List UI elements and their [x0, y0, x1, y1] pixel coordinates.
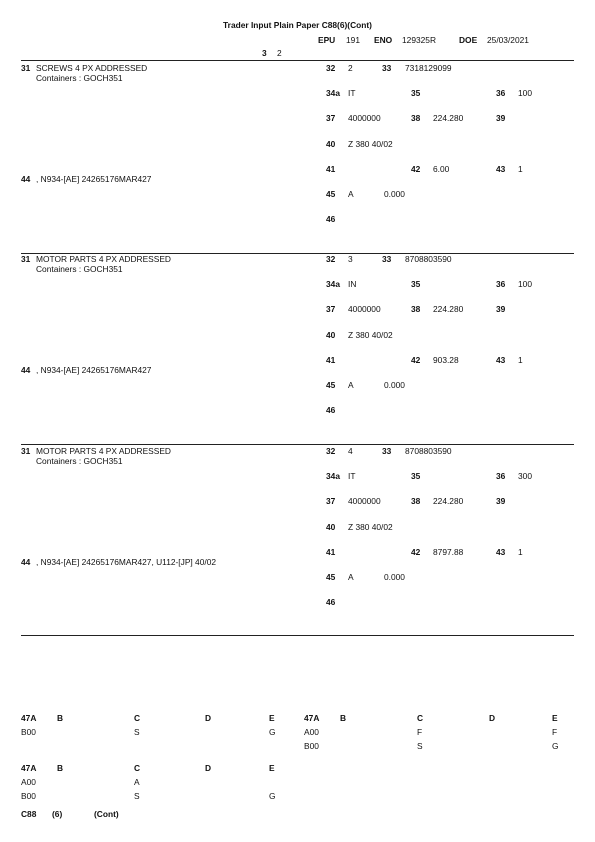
box-33-value: 7318129099	[405, 63, 452, 73]
box-42-value: 6.00	[433, 164, 450, 174]
box-32-label: 32	[326, 446, 336, 456]
tax-table-cell: S	[134, 727, 140, 737]
doe-value: 25/03/2021	[487, 35, 529, 45]
tax-table-header: C	[134, 763, 141, 773]
box-45-label: 45	[326, 380, 336, 390]
goods-description: MOTOR PARTS 4 PX ADDRESSED	[36, 446, 171, 456]
box-44-label: 44	[21, 557, 31, 567]
box-38-value: 224.280	[433, 113, 464, 123]
box-34a-label: 34a	[326, 471, 340, 481]
box-36-label: 36	[496, 471, 506, 481]
footer-form: C88	[21, 809, 37, 819]
tax-table-cell: G	[269, 791, 276, 801]
box-44-value: , N934-[AE] 24265176MAR427	[36, 174, 152, 184]
box-44-value: , N934-[AE] 24265176MAR427	[36, 365, 152, 375]
box-34a-value: IT	[348, 471, 356, 481]
page-count: 2	[277, 48, 282, 58]
box-37-label: 37	[326, 304, 336, 314]
box-40-label: 40	[326, 522, 336, 532]
box-32-value: 3	[348, 254, 353, 264]
box-37-value: 4000000	[348, 304, 381, 314]
box-42-label: 42	[411, 355, 421, 365]
goods-description: SCREWS 4 PX ADDRESSED	[36, 63, 148, 73]
box-36-value: 100	[518, 88, 532, 98]
box-35-label: 35	[411, 279, 421, 289]
tax-table-header: D	[205, 713, 212, 723]
tax-table-header: 47A	[21, 713, 37, 723]
tax-table-cell: B00	[21, 791, 36, 801]
box-37-value: 4000000	[348, 113, 381, 123]
tax-table-cell: G	[269, 727, 276, 737]
divider	[21, 444, 574, 445]
box-43-value: 1	[518, 547, 523, 557]
containers-line: Containers : GOCH351	[36, 73, 123, 83]
box-44-value: , N934-[AE] 24265176MAR427, U112-[JP] 40/02	[36, 557, 217, 567]
tax-table-cell: A00	[21, 777, 36, 787]
goods-description: MOTOR PARTS 4 PX ADDRESSED	[36, 254, 171, 264]
tax-table-cell: F	[552, 727, 558, 737]
footer-cont: (Cont)	[94, 809, 119, 819]
box-42-label: 42	[411, 164, 421, 174]
document-title: Trader Input Plain Paper C88(6)(Cont)	[223, 20, 372, 30]
tax-table-cell: S	[417, 741, 423, 751]
box-39-label: 39	[496, 496, 506, 506]
tax-table-cell: B00	[21, 727, 36, 737]
tax-table-header: 47A	[304, 713, 320, 723]
box-40-value: Z 380 40/02	[348, 330, 393, 340]
box-39-label: 39	[496, 304, 506, 314]
tax-table-cell: F	[417, 727, 423, 737]
box-36-value: 300	[518, 471, 532, 481]
box-43-label: 43	[496, 164, 506, 174]
box-37-label: 37	[326, 113, 336, 123]
box-38-label: 38	[411, 113, 421, 123]
box-33-label: 33	[382, 63, 392, 73]
eno-value: 129325R	[402, 35, 436, 45]
box-43-label: 43	[496, 547, 506, 557]
divider	[21, 60, 574, 61]
box-38-label: 38	[411, 496, 421, 506]
box-43-value: 1	[518, 355, 523, 365]
box-45-amount: 0.000	[384, 380, 405, 390]
box-35-label: 35	[411, 88, 421, 98]
containers-line: Containers : GOCH351	[36, 456, 123, 466]
tax-table-header: B	[340, 713, 347, 723]
epu-value: 191	[346, 35, 360, 45]
box-38-label: 38	[411, 304, 421, 314]
tax-table-cell: B00	[304, 741, 319, 751]
box-45-value: A	[348, 189, 354, 199]
box-40-value: Z 380 40/02	[348, 522, 393, 532]
box-31-label: 31	[21, 446, 31, 456]
box-45-label: 45	[326, 572, 336, 582]
box-39-label: 39	[496, 113, 506, 123]
box-32-value: 2	[348, 63, 353, 73]
box-45-label: 45	[326, 189, 336, 199]
box-43-label: 43	[496, 355, 506, 365]
box-42-value: 8797.88	[433, 547, 464, 557]
box-33-value: 8708803590	[405, 254, 452, 264]
box-41-label: 41	[326, 547, 336, 557]
tax-table-header: D	[489, 713, 496, 723]
box-33-label: 33	[382, 254, 392, 264]
box-36-label: 36	[496, 279, 506, 289]
box-42-value: 903.28	[433, 355, 459, 365]
box-36-label: 36	[496, 88, 506, 98]
page-number: 3	[262, 48, 267, 58]
box-38-value: 224.280	[433, 304, 464, 314]
box-31-label: 31	[21, 254, 31, 264]
box-37-value: 4000000	[348, 496, 381, 506]
tax-table-cell: A	[134, 777, 140, 787]
tax-table-header: E	[269, 763, 275, 773]
box-40-label: 40	[326, 330, 336, 340]
box-31-label: 31	[21, 63, 31, 73]
box-40-label: 40	[326, 139, 336, 149]
tax-table-header: 47A	[21, 763, 37, 773]
tax-table-header: C	[134, 713, 141, 723]
box-38-value: 224.280	[433, 496, 464, 506]
tax-table-cell: A00	[304, 727, 319, 737]
box-40-value: Z 380 40/02	[348, 139, 393, 149]
box-41-label: 41	[326, 355, 336, 365]
tax-table-header: E	[552, 713, 558, 723]
box-45-value: A	[348, 380, 354, 390]
doe-label: DOE	[459, 35, 478, 45]
box-41-label: 41	[326, 164, 336, 174]
box-45-value: A	[348, 572, 354, 582]
eno-label: ENO	[374, 35, 393, 45]
box-45-amount: 0.000	[384, 189, 405, 199]
box-43-value: 1	[518, 164, 523, 174]
box-32-label: 32	[326, 63, 336, 73]
epu-label: EPU	[318, 35, 336, 45]
divider	[21, 635, 574, 636]
tax-table-header: B	[57, 763, 64, 773]
box-46-label: 46	[326, 405, 336, 415]
tax-table-cell: S	[134, 791, 140, 801]
box-42-label: 42	[411, 547, 421, 557]
box-45-amount: 0.000	[384, 572, 405, 582]
box-33-label: 33	[382, 446, 392, 456]
box-44-label: 44	[21, 174, 31, 184]
box-32-label: 32	[326, 254, 336, 264]
tax-table-header: B	[57, 713, 64, 723]
box-34a-value: IN	[348, 279, 357, 289]
tax-table-header: E	[269, 713, 275, 723]
box-33-value: 8708803590	[405, 446, 452, 456]
box-37-label: 37	[326, 496, 336, 506]
containers-line: Containers : GOCH351	[36, 264, 123, 274]
box-35-label: 35	[411, 471, 421, 481]
footer-copy: (6)	[52, 809, 63, 819]
box-34a-value: IT	[348, 88, 356, 98]
box-32-value: 4	[348, 446, 353, 456]
tax-table-header: C	[417, 713, 424, 723]
box-46-label: 46	[326, 597, 336, 607]
box-46-label: 46	[326, 214, 336, 224]
box-44-label: 44	[21, 365, 31, 375]
box-36-value: 100	[518, 279, 532, 289]
tax-table-cell: G	[552, 741, 559, 751]
tax-table-header: D	[205, 763, 212, 773]
box-34a-label: 34a	[326, 88, 340, 98]
box-34a-label: 34a	[326, 279, 340, 289]
